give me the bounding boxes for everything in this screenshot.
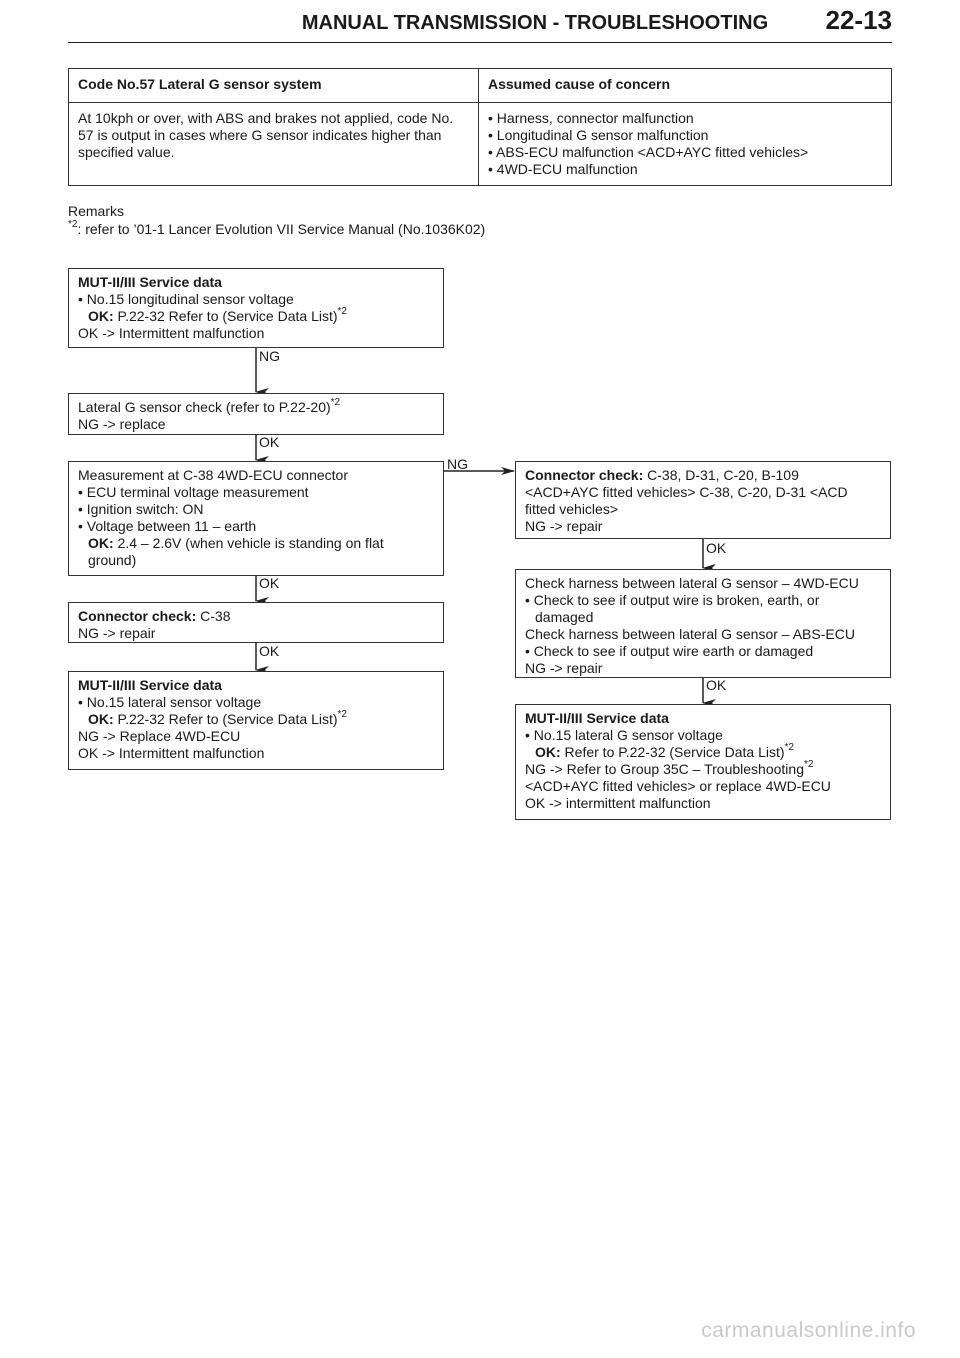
step-mut-lateral-g bbox=[515, 704, 891, 820]
footnote-mark: *2 bbox=[68, 219, 78, 231]
step-line: NG -> repair bbox=[525, 660, 603, 676]
step-line bbox=[525, 467, 881, 484]
step-line: NG -> Replace 4WD-ECU bbox=[78, 728, 241, 744]
step-line: • No.15 lateral G sensor voltage bbox=[525, 727, 723, 743]
step-line: Measurement at C-38 4WD-ECU connector bbox=[78, 467, 348, 483]
step-connector-check-multi bbox=[515, 461, 891, 539]
ok-label: OK: bbox=[88, 308, 114, 324]
ok-text: P.22-32 Refer to (Service Data List) bbox=[113, 711, 338, 727]
label-ng: NG bbox=[447, 456, 468, 472]
step-line: <ACD+AYC fitted vehicles> or replace 4WD-ECU bbox=[525, 778, 831, 794]
condition-line: specified value. bbox=[78, 144, 175, 160]
step-connector-check-c38 bbox=[68, 602, 444, 643]
ok-label: OK: bbox=[535, 744, 561, 760]
step-line: <ACD+AYC fitted vehicles> C-38, C-20, D-31 <ACD bbox=[525, 484, 848, 500]
label-ok: OK bbox=[706, 540, 727, 556]
step-lateral-sensor-check bbox=[68, 393, 444, 435]
footnote-mark: *2 bbox=[330, 397, 341, 409]
condition-line: 57 is output in cases where G sensor indicates higher than bbox=[78, 127, 442, 143]
step-line: OK -> Intermittent malfunction bbox=[78, 325, 265, 341]
step-line: Check harness between lateral G sensor – 4WD-ECU bbox=[525, 575, 859, 591]
step-title: MUT-II/III Service data bbox=[78, 677, 222, 693]
label-ok: OK bbox=[259, 575, 280, 591]
step-line bbox=[78, 399, 434, 416]
step-line: • No.15 lateral sensor voltage bbox=[78, 694, 262, 710]
step-text: NG -> Refer to Group 35C – Troubleshooting bbox=[525, 761, 804, 777]
cause-item: • 4WD-ECU malfunction bbox=[488, 161, 638, 177]
connector-check-text: C-38, D-31, C-20, B-109 bbox=[643, 467, 799, 483]
footnote-mark: *2 bbox=[337, 306, 347, 318]
remarks-title: Remarks bbox=[68, 203, 125, 219]
step-line: NG -> replace bbox=[78, 416, 166, 432]
page-title: MANUAL TRANSMISSION - TROUBLESHOOTING bbox=[301, 12, 769, 34]
step-ok-line bbox=[78, 535, 434, 552]
cause-item: • Harness, connector malfunction bbox=[488, 110, 694, 126]
step-line: • Check to see if output wire is broken, earth, or bbox=[525, 592, 820, 608]
ok-label: OK: bbox=[88, 535, 114, 551]
connector-check-label: Connector check: bbox=[525, 467, 644, 483]
step-line: • Voltage between 11 – earth bbox=[78, 518, 257, 534]
watermark: carmanualsonline.info bbox=[701, 1319, 916, 1342]
step-line: ground) bbox=[88, 552, 137, 568]
step-ecu-measurement bbox=[68, 461, 444, 576]
table-header-code: Code No.57 Lateral G sensor system bbox=[69, 69, 479, 102]
step-text: Lateral G sensor check (refer to P.22-20) bbox=[78, 399, 331, 415]
footnote-mark: *2 bbox=[337, 709, 347, 721]
page-number: 22-13 bbox=[825, 5, 892, 35]
step-harness-check bbox=[515, 569, 891, 678]
label-ok: OK bbox=[259, 434, 280, 450]
remarks-note-text: : refer to ’01-1 Lancer Evolution VII Service Manual (No.1036K02) bbox=[77, 221, 486, 237]
ok-text: 2.4 – 2.6V (when vehicle is standing on flat bbox=[113, 535, 384, 551]
cause-item: • ABS-ECU malfunction <ACD+AYC fitted vehicles> bbox=[488, 144, 809, 160]
step-line: OK -> intermittent malfunction bbox=[525, 795, 711, 811]
step-mut-longitudinal bbox=[68, 268, 444, 348]
table-header-cause: Assumed cause of concern bbox=[488, 76, 671, 92]
footnote-mark: *2 bbox=[803, 759, 814, 771]
step-ok-line bbox=[525, 744, 881, 761]
step-line: • No.15 longitudinal sensor voltage bbox=[78, 291, 294, 307]
step-line: damaged bbox=[535, 609, 594, 625]
cause-item: • Longitudinal G sensor malfunction bbox=[488, 127, 709, 143]
ok-text: Refer to P.22-32 (Service Data List) bbox=[560, 744, 785, 760]
step-line bbox=[78, 608, 434, 625]
step-line: Check harness between lateral G sensor – ABS-ECU bbox=[525, 626, 855, 642]
ok-text: P.22-32 Refer to (Service Data List) bbox=[113, 308, 338, 324]
step-line: • Check to see if output wire earth or damaged bbox=[525, 643, 814, 659]
connector-check-label: Connector check: bbox=[78, 608, 197, 624]
step-mut-lateral bbox=[68, 671, 444, 770]
step-line: • Ignition switch: ON bbox=[78, 501, 204, 517]
ok-label: OK: bbox=[88, 711, 114, 727]
label-ng: NG bbox=[259, 348, 280, 364]
step-ok-line bbox=[78, 711, 434, 728]
step-title: MUT-II/III Service data bbox=[525, 710, 669, 726]
step-title: MUT-II/III Service data bbox=[78, 274, 222, 290]
step-line: • ECU terminal voltage measurement bbox=[78, 484, 309, 500]
condition-line: At 10kph or over, with ABS and brakes not applied, code No. bbox=[78, 110, 454, 126]
step-line: NG -> repair bbox=[78, 625, 156, 641]
step-line bbox=[525, 761, 881, 778]
step-line: fitted vehicles> bbox=[525, 501, 618, 517]
footnote-mark: *2 bbox=[784, 742, 794, 754]
step-ok-line bbox=[78, 308, 434, 325]
step-line: OK -> Intermittent malfunction bbox=[78, 745, 265, 761]
label-ok: OK bbox=[706, 677, 727, 693]
step-line: NG -> repair bbox=[525, 518, 603, 534]
label-ok: OK bbox=[259, 643, 280, 659]
connector-check-text: C-38 bbox=[196, 608, 231, 624]
